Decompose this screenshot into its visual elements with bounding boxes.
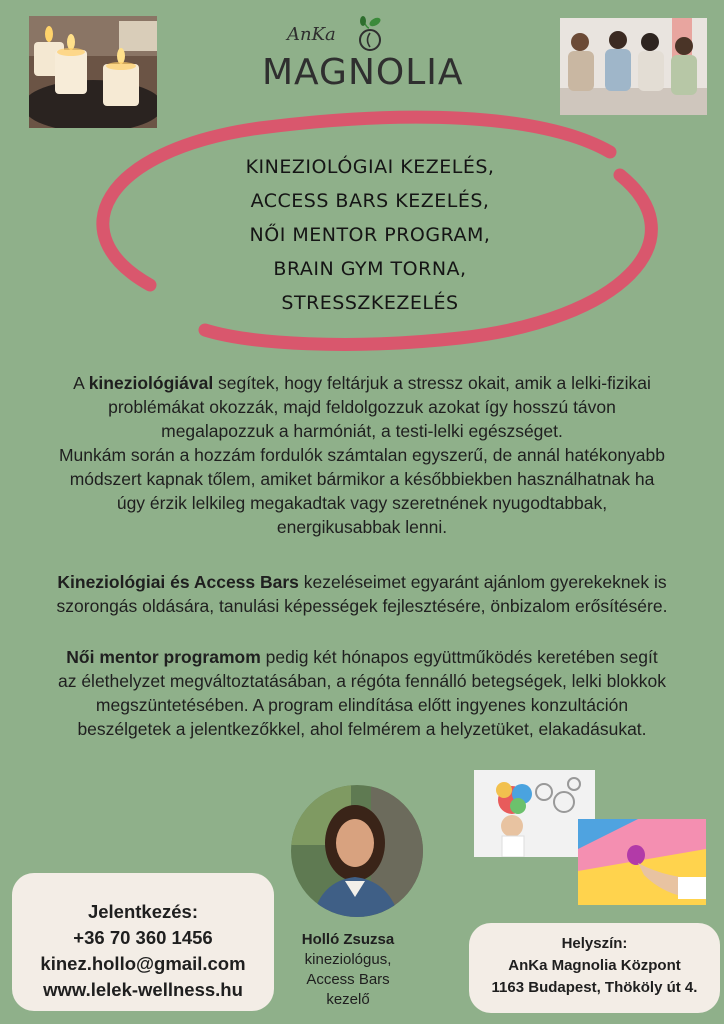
highlight-text: kineziológiával — [88, 373, 214, 393]
contact-title: Jelentkezés: — [87, 901, 199, 922]
text-line: megalapozzuk a harmóniát, a testi-lelki egészséget. — [161, 421, 563, 441]
person-name: Holló Zsuzsa — [301, 931, 395, 948]
contact-website[interactable]: www.lelek-wellness.hu — [43, 979, 243, 1000]
text-line: problémákat okozzák, majd feldolgozzuk azokat így hosszú távon — [108, 397, 616, 417]
location-box — [469, 923, 720, 1013]
text-line: megszüntetésében. A program elindítása előtt ingyenes konzultáción — [95, 695, 629, 715]
children-paragraph — [22, 570, 702, 618]
intro-paragraph — [22, 371, 702, 539]
services-list — [150, 150, 590, 320]
text-line: az élethelyzet megváltoztatásában, a régóta fennálló betegségek, lelki blokkok — [57, 671, 667, 691]
service-item: STRESSZKEZELÉS — [281, 292, 459, 314]
portrait-photo — [291, 785, 423, 917]
text-line: beszélgetek a jelentkezőkkel, ahol felmérem a helyzetüket, elakadásukat. — [77, 719, 647, 739]
contact-phone[interactable]: +36 70 360 1456 — [73, 927, 213, 948]
service-item: KINEZIOLÓGIAI KEZELÉS, — [245, 156, 495, 178]
text: kezeléseimet egyaránt ajánlom gyerekeknek is — [298, 572, 667, 592]
service-item: ACCESS BARS KEZELÉS, — [250, 190, 490, 212]
child-play-photo — [578, 819, 706, 905]
text-line: energikusabbak lenni. — [276, 517, 448, 537]
text-line: úgy érzik lelkileg megakadtak vagy szeretnének nyugodtabbak, — [116, 493, 608, 513]
service-item: NŐI MENTOR PROGRAM, — [249, 224, 491, 246]
location-name: AnKa Magnolia Központ — [508, 957, 681, 974]
logo-title: MAGNOLIA — [262, 52, 464, 93]
text-line: szorongás oldására, tanulási képességek fejlesztésére, önbizalom erősítésére. — [56, 596, 668, 616]
contact-box — [12, 873, 274, 1011]
person-role: kineziológus, — [304, 951, 392, 968]
child-brain-photo — [474, 770, 595, 857]
service-item: BRAIN GYM TORNA, — [273, 258, 467, 280]
person-role: Access Bars kezelő — [306, 971, 390, 1008]
location-title: Helyszín: — [561, 935, 628, 952]
highlight-text: Női mentor programom — [66, 647, 261, 667]
person-caption — [284, 930, 412, 1010]
location-address: 1163 Budapest, Thököly út 4. — [491, 979, 698, 996]
contact-email[interactable]: kinez.hollo@gmail.com — [40, 953, 246, 974]
highlight-text: Kineziológiai és Access Bars — [57, 572, 299, 592]
text: A — [73, 373, 89, 393]
text: pedig két hónapos együttműködés keretében segít — [260, 647, 658, 667]
text: segítek, hogy feltárjuk a stressz okait, amik a lelki-fizikai — [213, 373, 651, 393]
logo-small-text: AnKa — [287, 24, 336, 45]
mentor-paragraph — [22, 645, 702, 741]
text-line: Munkám során a hozzám fordulók számtalan egyszerű, de annál hatékonyabb — [58, 445, 666, 465]
text-line: módszert kapnak tőlem, amiket bármikor a későbbiekben használhatnak ha — [69, 469, 655, 489]
